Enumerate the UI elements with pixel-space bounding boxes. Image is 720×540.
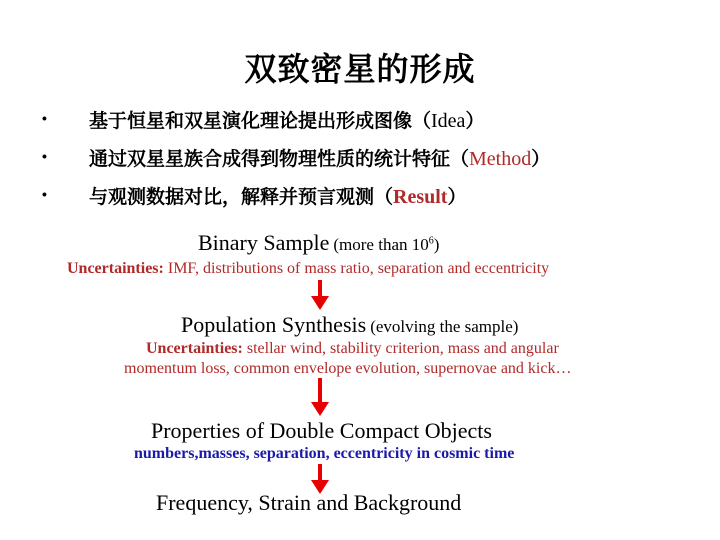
flow-arrow-1: [311, 280, 329, 310]
population-synthesis-heading: Population Synthesis: [181, 312, 367, 337]
bullet-close: ）: [465, 110, 485, 132]
population-synthesis-line: [181, 312, 518, 338]
uncertainties-text: stellar wind, stability criterion, mass and angular: [242, 340, 559, 357]
bullet-close: ）: [447, 186, 467, 208]
note-open: (more than 10: [333, 235, 429, 254]
bullet-text: [89, 144, 550, 171]
population-synthesis-note: (evolving the sample): [370, 317, 519, 336]
bullet-text-main: 通过双星星族合成得到物理性质的统计特征（: [89, 148, 470, 170]
flow-arrow-2: [311, 378, 329, 416]
note-close: ): [433, 235, 440, 254]
bullet-dot: •: [42, 110, 47, 126]
uncertainties-text-cont: momentum loss, common envelope evolution, supernovae and kick…: [124, 360, 572, 377]
properties-detail: numbers,masses, separation, eccentricity in cosmic time: [134, 445, 515, 462]
binary-sample-heading-line: [198, 230, 439, 256]
bullet-close: ）: [531, 148, 551, 170]
bullet-tag: Result: [393, 186, 448, 208]
bullet-text-main: 基于恒星和双星演化理论提出形成图像（: [89, 110, 432, 132]
uncertainties-label: Uncertainties:: [67, 260, 164, 277]
slide-title: 双致密星的形成: [244, 50, 476, 88]
properties-line: [151, 418, 492, 444]
properties-heading: Properties of Double Compact Objects: [151, 418, 492, 443]
bullet-tag: Idea: [431, 110, 466, 132]
properties-detail-line: [134, 445, 514, 463]
uncertainties-1: [67, 260, 549, 278]
bullet-dot: •: [42, 148, 47, 164]
bullet-text: [89, 182, 466, 209]
final-heading: Frequency, Strain and Background: [156, 490, 462, 515]
binary-sample-note: [333, 235, 439, 254]
bullet-text: [89, 106, 484, 133]
uncertainties-2-line1: [146, 340, 559, 358]
bullet-text-main: 与观测数据对比，解释并预言观测（: [89, 186, 394, 208]
bullet-item-idea: [0, 104, 720, 138]
bullet-dot: •: [42, 186, 47, 202]
binary-sample-heading: Binary Sample: [198, 230, 330, 255]
bullet-tag: Method: [469, 148, 532, 170]
note-sup: 6: [428, 235, 434, 247]
uncertainties-text: IMF, distributions of mass ratio, separation and eccentricity: [163, 260, 550, 277]
bullet-item-method: [0, 142, 720, 176]
bullet-item-result: [0, 180, 720, 214]
final-line: [156, 490, 461, 516]
uncertainties-2-line2: [124, 360, 571, 378]
uncertainties-label: Uncertainties:: [146, 340, 243, 357]
